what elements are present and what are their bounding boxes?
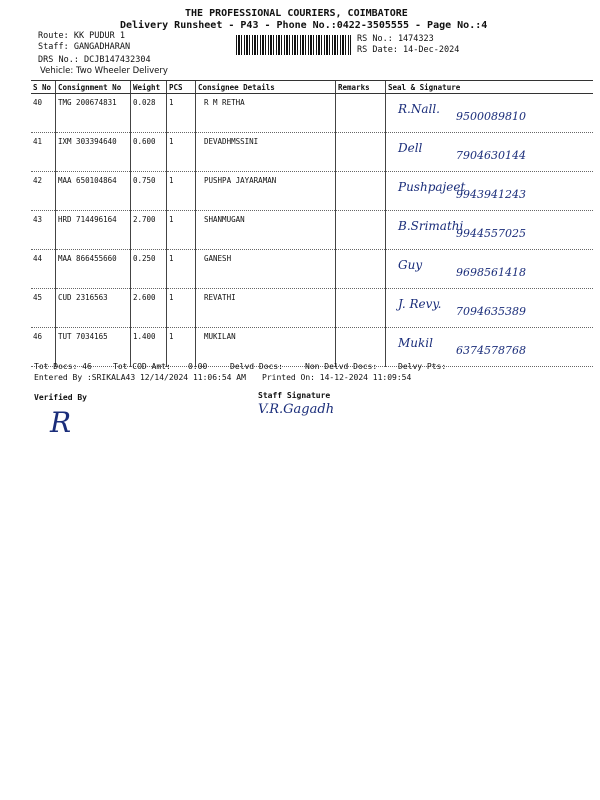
row-seal-signature (386, 328, 594, 367)
row-remarks (336, 289, 386, 328)
row-remarks (336, 211, 386, 250)
row-remarks (336, 94, 386, 133)
row-pcs: 1 (167, 328, 196, 367)
row-pcs: 1 (167, 211, 196, 250)
col-signature: Seal & Signature (386, 81, 594, 94)
row-remarks (336, 250, 386, 289)
row-sno: 44 (31, 250, 56, 289)
row-consignee: MUKILAN (196, 328, 336, 367)
handwritten-phone: 9698561418 (456, 266, 526, 279)
route-label: Route: KK PUDUR 1 (38, 31, 125, 41)
handwritten-signature: J. Revy. (398, 297, 442, 311)
row-consignee: REVATHI (196, 289, 336, 328)
col-remarks: Remarks (336, 81, 386, 94)
row-weight: 0.028 (131, 94, 167, 133)
handwritten-phone: 6374578768 (456, 344, 526, 357)
row-consignment-no: MAA 650104864 (56, 172, 131, 211)
row-consignment-no: IXM 303394640 (56, 133, 131, 172)
handwritten-signature: Guy (398, 258, 423, 272)
row-seal-signature (386, 94, 594, 133)
table-row (31, 250, 593, 289)
total-cod-amount: 0.00 (188, 362, 208, 371)
staff-signature-label: Staff Signature (258, 391, 331, 400)
row-remarks (336, 133, 386, 172)
row-sno: 46 (31, 328, 56, 367)
table-row (31, 133, 593, 172)
printed-on: Printed On: 14-12-2024 11:09:54 (262, 373, 412, 382)
runsheet-table (31, 80, 593, 367)
row-sno: 42 (31, 172, 56, 211)
row-pcs: 1 (167, 250, 196, 289)
delivered-docs: Delvd Docs: (230, 362, 283, 371)
handwritten-phone: 9943941243 (456, 188, 526, 201)
col-weight: Weight (131, 81, 167, 94)
col-consignee: Consignee Details (196, 81, 336, 94)
row-weight: 0.750 (131, 172, 167, 211)
runsheet-subtitle: Delivery Runsheet - P43 - Phone No.:0422-3505555 - Page No.:4 (120, 20, 488, 31)
row-pcs: 1 (167, 94, 196, 133)
verified-by-label: Verified By (34, 393, 87, 402)
table-row (31, 94, 593, 133)
handwritten-signature: Dell (398, 141, 423, 155)
col-consignment: Consignment No (56, 81, 131, 94)
staff-signature: V.R.Gagadh (258, 402, 335, 417)
row-weight: 0.250 (131, 250, 167, 289)
row-consignee: PUSHPA JAYARAMAN (196, 172, 336, 211)
row-sno: 45 (31, 289, 56, 328)
handwritten-signature: Mukil (398, 336, 433, 350)
row-consignment-no: TUT 7034165 (56, 328, 131, 367)
row-consignee: DEVADHMSSINI (196, 133, 336, 172)
company-name: THE PROFESSIONAL COURIERS, COIMBATORE (185, 8, 408, 19)
row-weight: 2.600 (131, 289, 167, 328)
handwritten-phone: 9500089810 (456, 110, 526, 123)
row-consignment-no: MAA 866455660 (56, 250, 131, 289)
verified-by-signature: R (50, 406, 72, 439)
delivery-points: Delvy Pts: (398, 362, 447, 371)
row-remarks (336, 328, 386, 367)
total-docs: Tot Docs: 46 (34, 362, 92, 371)
row-weight: 0.600 (131, 133, 167, 172)
table-row (31, 172, 593, 211)
row-sno: 43 (31, 211, 56, 250)
row-consignment-no: TMG 200674831 (56, 94, 131, 133)
drs-number: DRS No.: DCJB147432304 (38, 55, 151, 65)
row-weight: 1.400 (131, 328, 167, 367)
row-seal-signature (386, 133, 594, 172)
row-seal-signature (386, 289, 594, 328)
staff-label: Staff: GANGADHARAN (38, 42, 131, 52)
col-pcs: PCS (167, 81, 196, 94)
row-sno: 41 (31, 133, 56, 172)
non-delivered-docs: Non Delvd Docs: (305, 362, 378, 371)
handwritten-signature: R.Nall. (398, 102, 440, 116)
row-consignee: R M RETHA (196, 94, 336, 133)
row-remarks (336, 172, 386, 211)
vehicle-label: Vehicle: Two Wheeler Delivery (40, 66, 168, 76)
table-row (31, 328, 593, 367)
entered-by: Entered By :SRIKALA43 12/14/2024 11:06:54 AM (34, 373, 246, 382)
col-sno: S No (31, 81, 56, 94)
row-consignee: SHANMUGAN (196, 211, 336, 250)
barcode-image (236, 35, 351, 55)
row-sno: 40 (31, 94, 56, 133)
rs-number: RS No.: 1474323 (357, 34, 434, 44)
total-cod-label: Tot COD Amt: (113, 362, 171, 371)
row-pcs: 1 (167, 133, 196, 172)
handwritten-phone: 7094635389 (456, 305, 526, 318)
table-row (31, 211, 593, 250)
handwritten-signature: B.Srimathi (398, 219, 464, 233)
row-consignment-no: CUD 2316563 (56, 289, 131, 328)
table-row (31, 289, 593, 328)
row-weight: 2.700 (131, 211, 167, 250)
row-seal-signature (386, 211, 594, 250)
row-pcs: 1 (167, 172, 196, 211)
row-consignee: GANESH (196, 250, 336, 289)
handwritten-phone: 9944557025 (456, 227, 526, 240)
row-pcs: 1 (167, 289, 196, 328)
row-consignment-no: HRD 714496164 (56, 211, 131, 250)
rs-date: RS Date: 14-Dec-2024 (357, 45, 460, 55)
table-header-row (31, 81, 593, 94)
handwritten-signature: Pushpajeet (398, 180, 466, 194)
row-seal-signature (386, 250, 594, 289)
row-seal-signature (386, 172, 594, 211)
handwritten-phone: 7904630144 (456, 149, 526, 162)
